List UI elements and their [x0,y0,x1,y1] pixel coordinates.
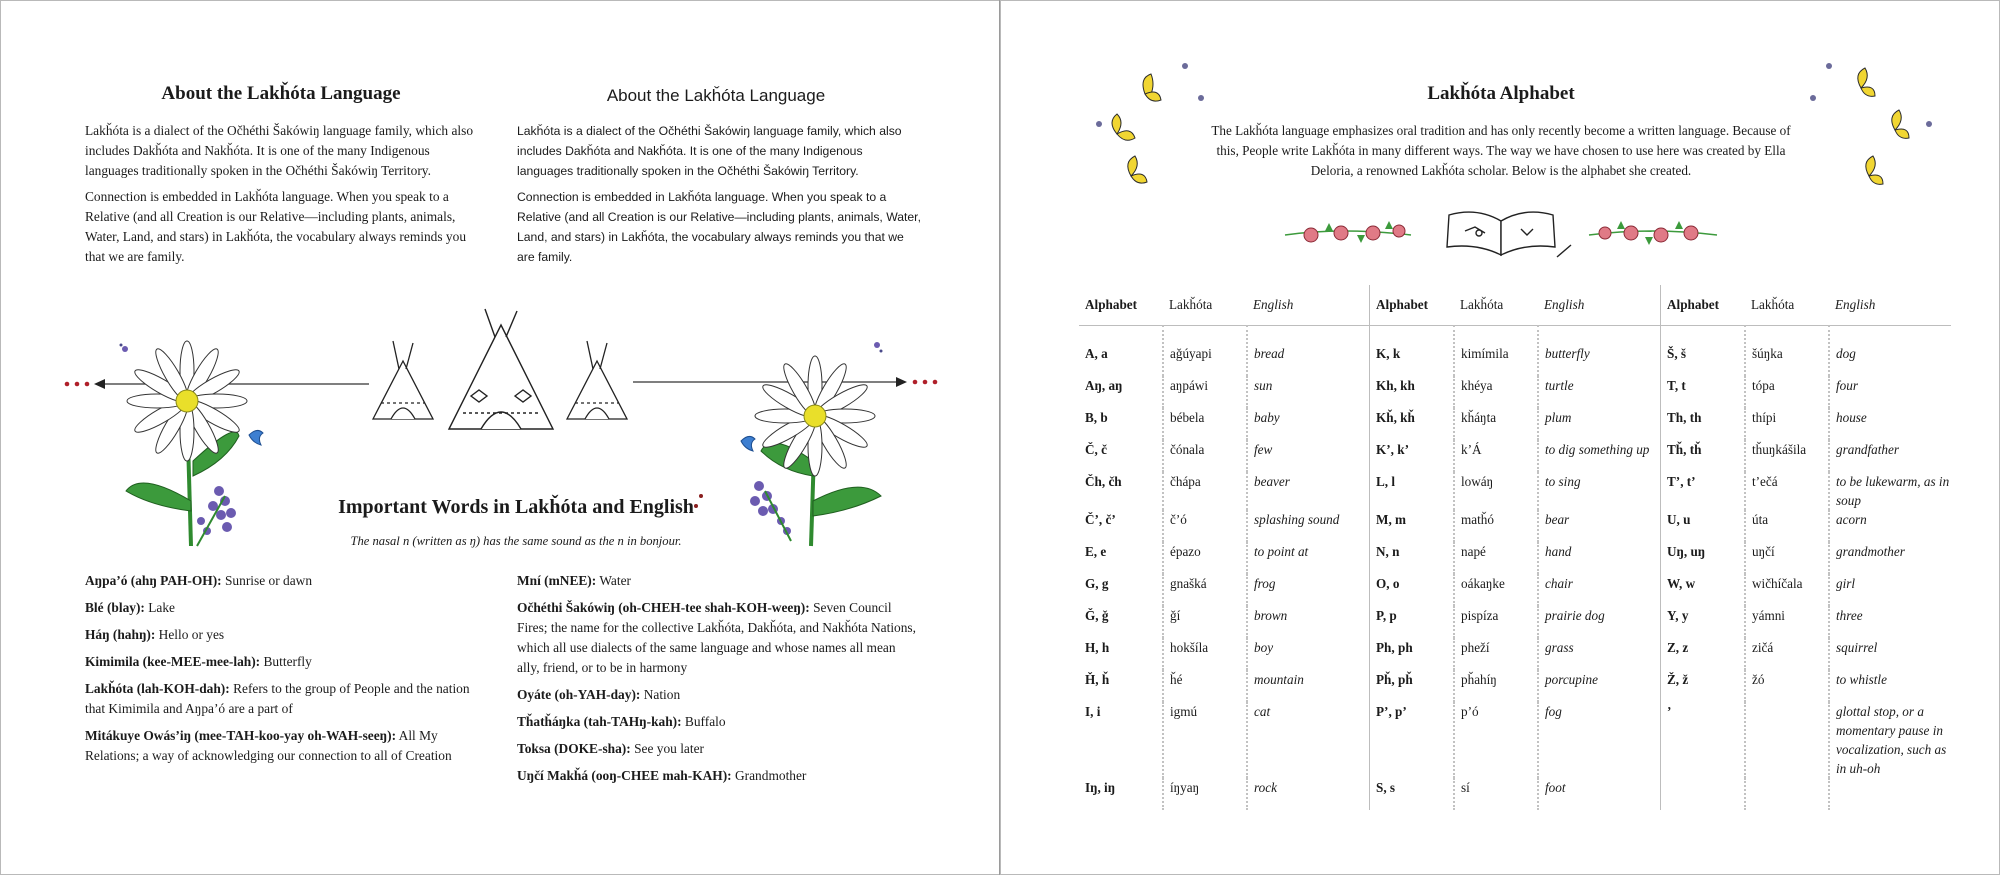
butterfly-icon [1858,68,1875,96]
header-alphabet: Alphabet [1661,285,1746,326]
header-alphabet: Alphabet [1079,285,1163,326]
alphabet-letter: K, k [1370,326,1455,377]
lakota-word: čhápa [1163,472,1247,510]
alphabet-letter: Tȟ, tȟ [1661,440,1746,472]
word-definition: Buffalo [681,714,726,729]
lakota-word: bébela [1163,408,1247,440]
english-word: to point at [1247,542,1370,574]
header-english: English [1829,285,1951,326]
word-entry [85,625,470,645]
roses-book-illustration [1281,201,1721,276]
word-entry [517,766,917,786]
alphabet-letter: Ȟ, ȟ [1085,672,1110,687]
alphabet-letter: N, n [1370,542,1455,574]
lakota-word: kȟáŋta [1454,408,1538,440]
lakota-word: č’ó [1163,510,1247,542]
alphabet-letter: Ǧ, ǧ [1085,608,1109,623]
about-sans-p1: Lakȟóta is a dialect of the Očhéthi Šakówiŋ language family, which also includes Dakȟóta and Nakȟóta. It is one of the many Indigenous languages traditionally spoken in the Očhéthi Šakówiŋ Territory. [517,124,902,178]
english-word: turtle [1538,376,1661,408]
word-term: Oyáte (oh-YAH-day): [517,687,641,702]
lakota-word: lowáŋ [1454,472,1538,510]
word-term: Háŋ (hahŋ): [85,627,156,642]
alphabet-letter: Uŋ, uŋ [1661,542,1746,574]
about-title-sans: About the Lakȟóta Language [606,86,826,105]
word-term: Uŋčí Makȟá (ooŋ-CHEE mah-KAH): [517,768,732,783]
word-term: Blé (blay): [85,600,145,615]
alphabet-letter: B, b [1085,410,1108,425]
lakota-word: p’ó [1454,702,1538,778]
english-word: chair [1538,574,1661,606]
alphabet-letter: E, e [1085,544,1107,559]
alphabet-letter: Š, š [1661,326,1746,377]
lakota-word: tȟuŋkášila [1745,440,1829,472]
right-page [1000,0,2000,875]
alphabet-letter: Z, z [1661,638,1746,670]
alphabet-letter: Ph, ph [1370,638,1455,670]
english-word: four [1829,376,1951,408]
english-word: bread [1247,326,1370,377]
word-term: Očhéthi Šakówiŋ (oh-CHEH-tee shah-KOH-weeŋ): [517,600,810,615]
rose-vine-left-icon [1285,221,1411,243]
word-definition: Lake [144,600,175,615]
english-word: to dig something up [1538,440,1661,472]
butterfly-icon [1143,74,1161,101]
lakota-word [1745,778,1829,810]
lakota-word: tópa [1745,376,1829,408]
word-entry [517,598,917,678]
english-word: fog [1538,702,1661,778]
header-lakota: Lakȟóta [1163,285,1247,326]
header-lakota: Lakȟóta [1454,285,1538,326]
bird-right-icon [741,436,755,451]
butterfly-icon [1892,110,1909,138]
teepee-flowers-illustration [1,301,1001,561]
header-english: English [1247,285,1370,326]
about-title-serif: About the Lakȟóta Language [161,83,401,104]
lakota-word: pispíza [1454,606,1538,638]
alphabet-letter: S, s [1370,778,1455,810]
word-term: Aŋpa’ó (ahŋ PAH-OH): [85,573,222,588]
lakota-word: íŋyaŋ [1163,778,1247,810]
about-body-sans [517,121,922,273]
daisy-left-icon [126,341,247,546]
butterfly-icon [1112,114,1135,140]
alphabet-intro: The Lakȟóta language emphasizes oral tradition and has only recently become a written language. Because of this, People write Lakȟóta in many different ways. The way we have chosen to use here was created by Ella Deloria, a renowned Lakȟóta scholar. Below is the alphabet she created. [1211,123,1791,178]
word-definition: Water [596,573,631,588]
alphabet-letter: T’, t’ [1661,472,1746,510]
lakota-word: aŋpáwi [1163,376,1247,408]
lakota-word: ǧí [1163,606,1247,638]
english-word: mountain [1247,670,1370,702]
alphabet-row [1079,574,1951,606]
word-term: Lakȟóta (lah-KOH-dah): [85,681,230,696]
english-word: house [1829,408,1951,440]
word-definition: Nation [640,687,681,702]
word-entry [517,571,917,591]
lakota-word [1745,702,1829,778]
english-word: butterfly [1538,326,1661,377]
lakota-word: uŋčí [1745,542,1829,574]
word-list-left [85,571,470,773]
about-sans-p2: Connection is embedded in Lakȟóta language. When you speak to a Relative (and all Creation is our Relative—including plants, animals, Water, Land, and stars) in Lakȟóta, the vocabulary always reminds you that we are family. [517,190,921,264]
word-term: Toksa (DOKE-sha): [517,741,631,756]
alphabet-letter: Kh, kh [1370,376,1455,408]
alphabet-letter: U, u [1661,510,1746,542]
word-definition: All My Relations; a way of acknowledging our connection to all of Creation [85,728,452,763]
bird-left-icon [249,430,263,445]
english-word: prairie dog [1538,606,1661,638]
alphabet-title: Lakȟóta Alphabet [1427,83,1575,104]
word-definition: See you later [630,741,704,756]
english-word: rock [1247,778,1370,810]
english-word [1829,778,1951,810]
word-entry [517,739,917,759]
word-term: Mitákuye Owás’iŋ (mee-TAH-koo-yay oh-WAH-seeŋ): [85,728,397,743]
about-serif-p2: Connection is embedded in Lakȟóta language. When you speak to a Relative (and all Creation is our Relative—including plants, animals, Water, Land, and stars) in Lakȟóta, the vocabulary always reminds you that we are family. [85,189,467,264]
lakota-word: yámni [1745,606,1829,638]
english-word: hand [1538,542,1661,574]
lakota-word: kimímila [1454,326,1538,377]
alphabet-table-body [1079,326,1951,811]
english-word: acorn [1829,510,1951,542]
alphabet-letter: A, a [1085,346,1108,361]
lakota-word: khéya [1454,376,1538,408]
word-definition: Refers to the group of People and the nation that Kimimila and Aŋpa’ó are a part of [85,681,470,716]
alphabet-letter: Ž, ž [1661,670,1746,702]
word-entry [85,571,470,591]
alphabet-row [1079,408,1951,440]
alphabet-letter: Č, č [1085,442,1107,457]
header-alphabet: Alphabet [1370,285,1455,326]
english-word: glottal stop, or a momentary pause in vocalization, such as in uh-oh [1829,702,1951,778]
lakota-word: oákaŋke [1454,574,1538,606]
english-word: to whistle [1829,670,1951,702]
alphabet-row [1079,376,1951,408]
alphabet-letter: Th, th [1661,408,1746,440]
lakota-word: zičá [1745,638,1829,670]
lakota-word: k’Á [1454,440,1538,472]
alphabet-letter: Pȟ, pȟ [1370,670,1455,702]
english-word: porcupine [1538,670,1661,702]
english-word: girl [1829,574,1951,606]
english-word: splashing sound [1247,510,1370,542]
lakota-word: ȟé [1163,670,1247,702]
english-word: beaver [1247,472,1370,510]
word-definition: Grandmother [731,768,807,783]
daisy-right-icon [750,356,881,546]
alphabet-letter: M, m [1370,510,1455,542]
alphabet-row [1079,440,1951,472]
alphabet-row [1079,326,1951,377]
word-definition: Seven Council Fires; the name for the collective Lakȟóta, Dakȟóta, and Nakȟóta Nations, which all use dialects of the same language and whose names all mean ally, friend, or to be in harmony [517,600,916,675]
lakota-word: hokšíla [1163,638,1247,670]
english-word: brown [1247,606,1370,638]
lakota-word: napé [1454,542,1538,574]
alphabet-row [1079,670,1951,702]
important-words-title: Important Words in Lakȟóta and English [338,496,694,518]
lakota-word: šúŋka [1745,326,1829,377]
word-entry [517,685,917,705]
english-word: sun [1247,376,1370,408]
english-word: to sing [1538,472,1661,510]
english-word: few [1247,440,1370,472]
english-word: foot [1538,778,1661,810]
english-word: plum [1538,408,1661,440]
alphabet-letter: Kȟ, kȟ [1370,408,1455,440]
alphabet-letter: H, h [1085,640,1110,655]
alphabet-letter [1661,778,1746,810]
word-entry [85,598,470,618]
about-body-serif [85,121,485,273]
alphabet-letter: T, t [1661,376,1746,408]
alphabet-letter: P’, p’ [1370,702,1455,778]
important-words-subtitle: The nasal n (written as ŋ) has the same sound as the n in bonjour. [350,534,682,548]
lakota-word: úta [1745,510,1829,542]
word-entry [517,712,917,732]
lakota-word: aǧúyapi [1163,326,1247,377]
word-definition: Hello or yes [155,627,225,642]
alphabet-letter: G, g [1085,576,1109,591]
alphabet-row [1079,638,1951,670]
alphabet-row [1079,472,1951,510]
alphabet-letter: K’, k’ [1370,440,1455,472]
word-term: Kimimila (kee-MEE-mee-lah): [85,654,261,669]
word-entry [85,679,470,719]
open-book-icon [1447,212,1571,257]
english-word: cat [1247,702,1370,778]
english-word: frog [1247,574,1370,606]
alphabet-letter: Č’, č’ [1085,512,1116,527]
word-definition: Sunrise or dawn [221,573,313,588]
english-word: grass [1538,638,1661,670]
teepee-left-icon [373,341,433,419]
alphabet-row [1079,778,1951,810]
teepee-center-icon [449,309,553,429]
word-term: Mní (mNEE): [517,573,597,588]
alphabet-letter: I, i [1085,704,1101,719]
lakota-word: pȟahíŋ [1454,670,1538,702]
alphabet-row [1079,510,1951,542]
alphabet-letter: Iŋ, iŋ [1085,780,1116,795]
alphabet-letter: W, w [1661,574,1746,606]
alphabet-letter: Čh, čh [1085,474,1122,489]
teepee-right-icon [567,341,627,419]
word-entry [85,726,470,766]
english-word: grandmother [1829,542,1951,574]
arrow-right-icon [633,377,937,387]
header-lakota: Lakȟóta [1745,285,1829,326]
butterfly-icon [1866,156,1883,184]
alphabet-row [1079,702,1951,778]
lakota-word: thípi [1745,408,1829,440]
word-entry [85,652,470,672]
english-word: boy [1247,638,1370,670]
header-english: English [1538,285,1661,326]
about-serif-p1: Lakȟóta is a dialect of the Očhéthi Šakówiŋ language family, which also includes Dakȟóta and Nakȟóta. It is one of the many Indigenous languages traditionally spoken in the Očhéthi Šakówiŋ Territory. [85,123,474,178]
english-word: to be lukewarm, as in soup [1829,472,1951,510]
english-word: bear [1538,510,1661,542]
alphabet-letter: L, l [1370,472,1455,510]
word-list-right [517,571,917,793]
alphabet-row [1079,606,1951,638]
lakota-word: žó [1745,670,1829,702]
alphabet-table [1079,285,1951,810]
lakota-word: gnašká [1163,574,1247,606]
word-term: Tȟatȟáŋka (tah-TAHŋ-kah): [517,714,682,729]
lakota-word: wičhíčala [1745,574,1829,606]
alphabet-letter: Y, y [1661,606,1746,638]
alphabet-row [1079,542,1951,574]
lakota-word: igmú [1163,702,1247,778]
english-word: grandfather [1829,440,1951,472]
alphabet-letter: Aŋ, aŋ [1085,378,1123,393]
lakota-word: t’ečá [1745,472,1829,510]
lakota-word: matȟó [1454,510,1538,542]
lakota-word: épazo [1163,542,1247,574]
english-word: baby [1247,408,1370,440]
alphabet-letter: ’ [1661,702,1746,778]
alphabet-letter: P, p [1370,606,1455,638]
rose-vine-right-icon [1589,221,1717,245]
lakota-word: pheží [1454,638,1538,670]
alphabet-letter: O, o [1370,574,1455,606]
lakota-word: sí [1454,778,1538,810]
english-word: dog [1829,326,1951,377]
lakota-word: čónala [1163,440,1247,472]
english-word: squirrel [1829,638,1951,670]
butterfly-icon [1128,156,1147,183]
english-word: three [1829,606,1951,638]
word-definition: Butterfly [260,654,312,669]
